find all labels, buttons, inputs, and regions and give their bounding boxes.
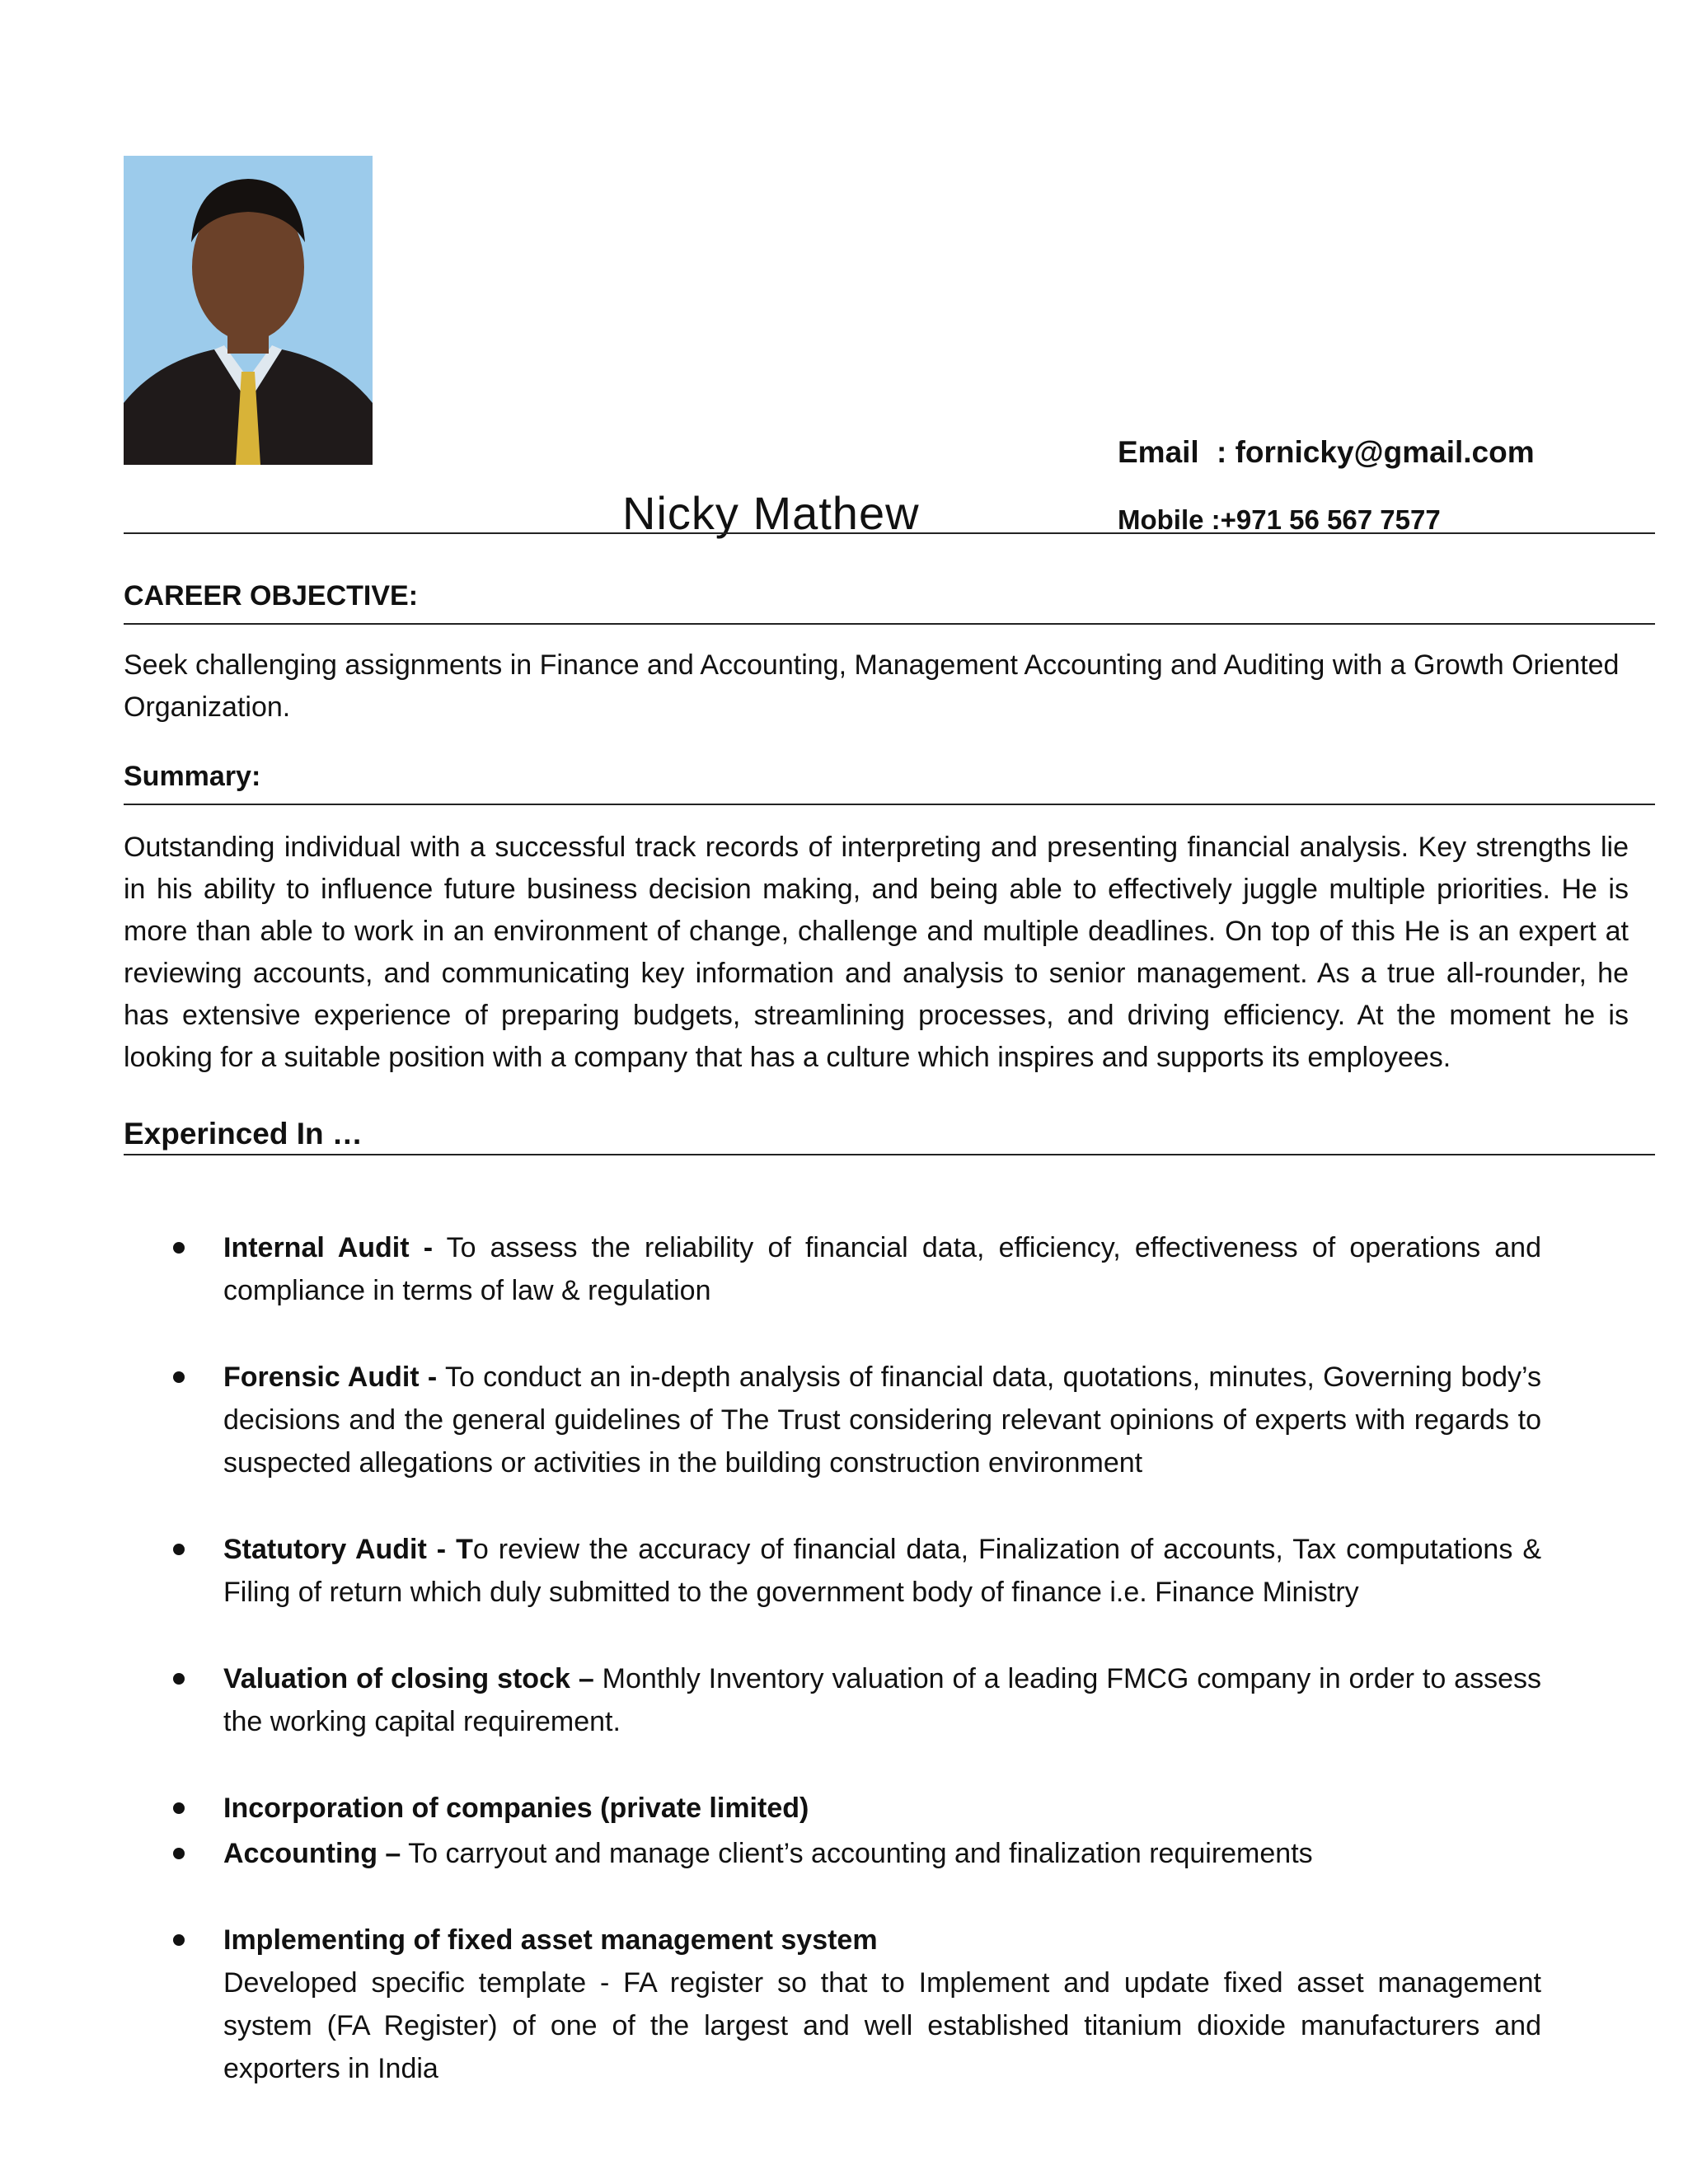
bullet-icon [173, 1371, 185, 1383]
experience-heading: Experinced In … [124, 1117, 363, 1151]
bullet-icon [173, 1673, 185, 1685]
email-value[interactable]: : fornicky@gmail.com [1217, 435, 1535, 469]
bullet-icon [173, 1544, 185, 1555]
contact-mobile [1118, 504, 1441, 536]
bullet-icon [173, 1848, 185, 1859]
item-text: To carryout and manage client’s accounting and finalization requirements [401, 1838, 1313, 1869]
item-text: Developed specific template - FA register so that to Implement and update fixed asset management system (FA Register) of one of the largest and well established titanium dioxide manufacturers and exporters in India [223, 1967, 1541, 2084]
candidate-name: Nicky Mathew [622, 487, 920, 539]
summary-heading: Summary: [124, 761, 261, 792]
item-title: Statutory Audit - T [223, 1534, 473, 1565]
profile-photo [124, 156, 373, 465]
item-title: Valuation of closing stock – [223, 1663, 594, 1694]
section-divider [124, 804, 1655, 805]
bullet-icon [173, 1934, 185, 1946]
list-item [124, 1226, 1541, 1312]
mobile-label: Mobile : [1118, 504, 1221, 535]
career-objective-heading: CAREER OBJECTIVE: [124, 580, 419, 612]
summary-text: Outstanding individual with a successful track records of interpreting and presenting financial analysis. Key strengths lie in his ability to influence future business decision making, and being able to effectively juggle multiple priorities. He is more than able to work in an environment of change, challenge and multiple deadlines. On top of this He is an expert at reviewing accounts, and communicating key information and analysis to senior management. As a true all-rounder, he has extensive experience of preparing budgets, streamlining processes, and driving efficiency. At the moment he is looking for a suitable position with a company that has a culture which inspires and supports its employees. [124, 832, 1629, 1073]
item-text: To conduct an in-depth analysis of financial data, quotations, minutes, Governing body’s decisions and the general guidelines of The Trust considering relevant opinions of experts with regards to suspected allegations or activities in the building construction environment [223, 1361, 1541, 1479]
experience-list [124, 1226, 1541, 2090]
list-item [124, 1919, 1541, 2090]
item-title: Accounting – [223, 1838, 401, 1869]
bullet-icon [173, 1242, 185, 1254]
email-label: Email [1118, 435, 1199, 469]
list-item [124, 1657, 1541, 1743]
item-title: Internal Audit - [223, 1232, 434, 1263]
list-item [124, 1832, 1541, 1875]
bullet-icon [173, 1802, 185, 1814]
item-title: Forensic Audit - [223, 1361, 438, 1393]
item-text: Monthly Inventory valuation of a leading FMCG company in order to assess the working capital requirement. [223, 1663, 1541, 1737]
list-item [124, 1787, 1541, 1830]
item-text: To assess the reliability of financial data, efficiency, effectiveness of operations and compliance in terms of law & regulation [223, 1232, 1541, 1306]
item-title: Implementing of fixed asset management system [223, 1924, 878, 1956]
header-divider [124, 532, 1655, 534]
item-title: Incorporation of companies (private limited) [223, 1793, 809, 1824]
mobile-value: +971 56 567 7577 [1220, 504, 1441, 535]
contact-email [1118, 435, 1535, 470]
item-text: o review the accuracy of financial data, Finalization of accounts, Tax computations & Filing of return which duly submitted to the government body of finance i.e. Finance Ministry [223, 1534, 1541, 1608]
list-item [124, 1356, 1541, 1484]
section-divider [124, 623, 1655, 625]
career-objective-text: Seek challenging assignments in Finance and Accounting, Management Accounting and Auditing with a Growth Oriented Organization. [124, 649, 1620, 723]
list-item [124, 1528, 1541, 1614]
section-divider [124, 1154, 1655, 1155]
